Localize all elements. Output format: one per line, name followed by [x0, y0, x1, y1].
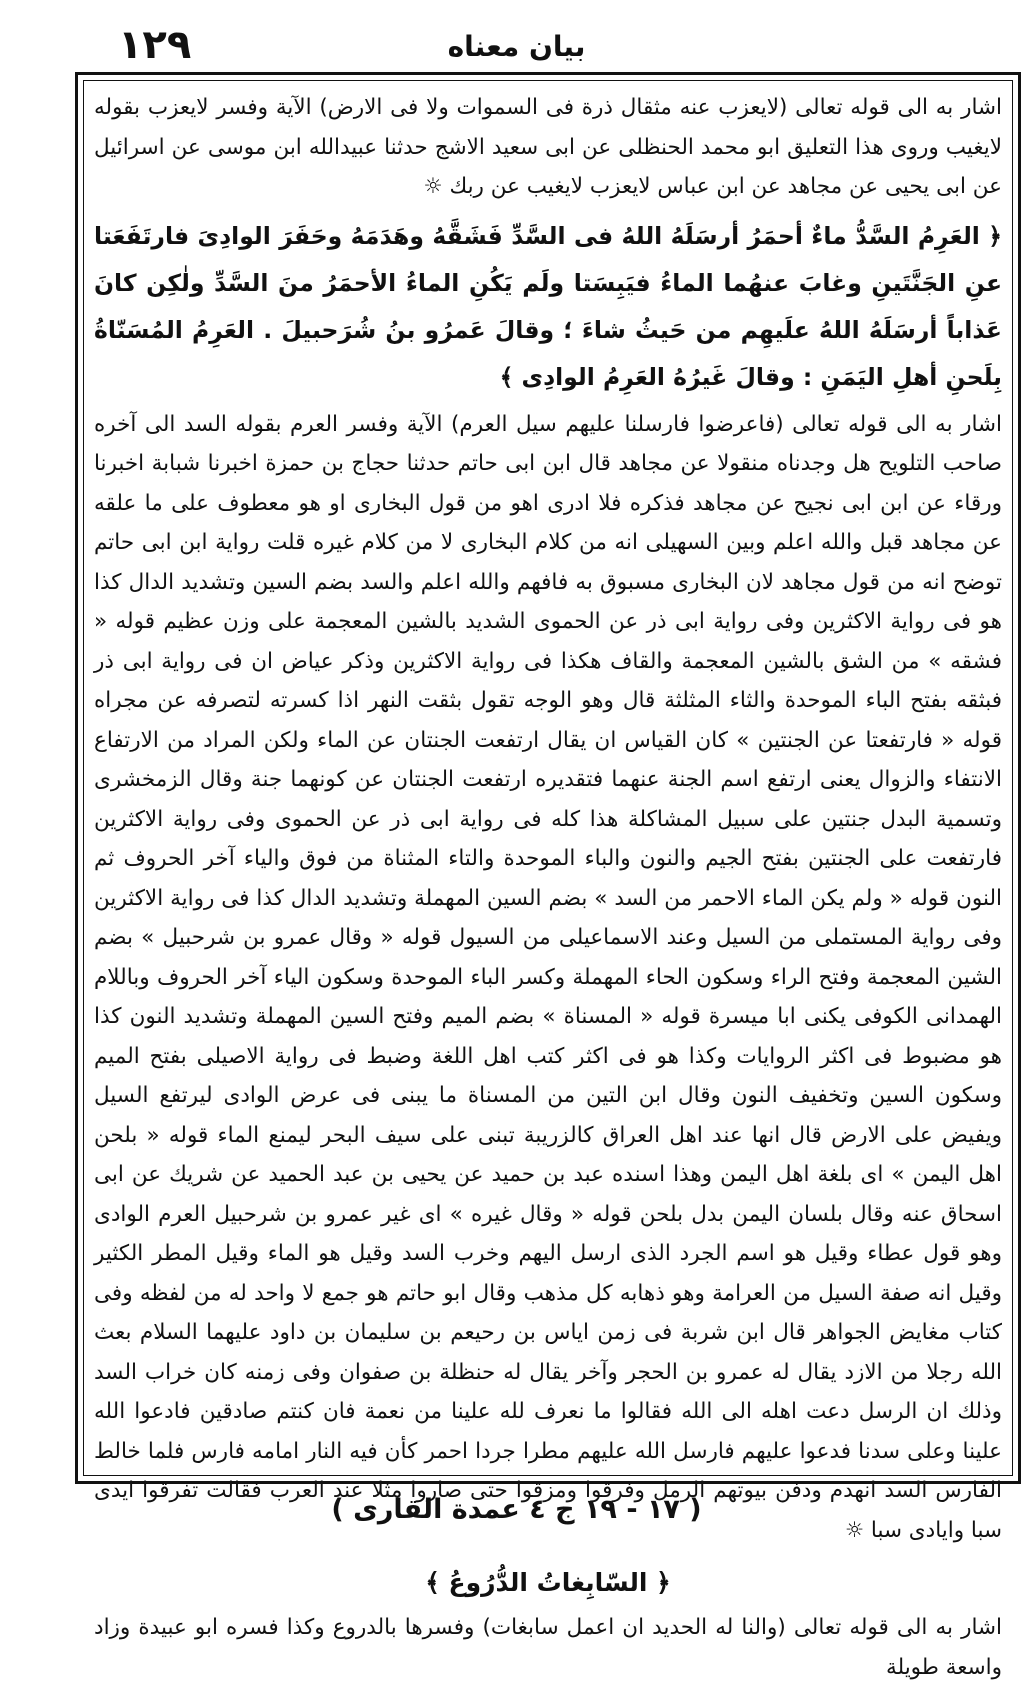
- commentary-paragraph-2: اشار به الى قوله تعالى (فاعرضوا فارسلنا علیهم سیل العرم) الآیة وفسر العرم بقوله السد الى آخره صاحب التلویح هل وجدناه منقولا عن مجاهد قال ابن ابى حاتم حدثنا حجاج بن حمزة اخبرنا شبابة اخبرنا ورقاء عن ابن ابى نجیح عن مجاهد فذكره فلا ادرى اهو من قول البخارى او هو معطوف على ما علقه عن مجاهد قبل والله اعلم وبین السهیلى انه من كلام البخارى لا من كلام غیره قلت روایة ابن ابى حاتم توضح انه من قول مجاهد لان البخارى مسبوق به فافهم والله اعلم والسد بضم السین وتشدید الدال كذا هو فى روایة الاكثرین وفى روایة ابى ذر عن الحموى الشدید بالشین المعجمة على وزن عظیم قوله « فشقه » من الشق بالشین المعجمة والقاف هكذا فى روایة الاكثرین وذكر عیاض ان فى روایة ابى ذر فبثقه بفتح الباء الموحدة والثاء المثلثة قال وهو الوجه تقول بثقت النهر اذا كسرته لتصرفه عن مجراه قوله « فارتفعتا عن الجنتین » كان القیاس ان یقال ارتفعت الجنتان عن الماء ولكن المراد من الارتفاع الانتفاء والزوال یعنى ارتفع اسم الجنة عنهما فتقدیره ارتفعت الجنتان عن كونهما جنة وقال الزمخشرى وتسمیة البدل جنتین على سبیل المشاكلة هذا كله فى روایة ابى ذر عن الحموى وفى روایة الاكثرین فارتفعت على الجنتین بفتح الجیم والنون والباء الموحدة والتاء المثناة من فوق والیاء آخر الحروف ثم النون قوله « ولم یكن الماء الاحمر من السد » بضم السین المهملة وتشدید الدال كذا فى روایة الاكثرین وفى روایة المستملى من السیل وعند الاسماعیلى من السیول قوله « وقال عمرو بن شرحبیل » بضم الشین المعجمة وفتح الراء وسكون الحاء المهملة وكسر الباء الموحدة وسكون الیاء آخر الحروف وباللام الهمدانى الكوفى یكنى ابا میسرة قوله « المسناة » بضم المیم وفتح السین المهملة وتشدید النون كذا هو مضبوط فى اكثر الروایات وكذا هو فى اكثر كتب اهل اللغة وضبط فى روایة الاصیلى بفتح المیم وسكون السین وتخفیف النون وقال ابن التین من المسناة ما یبنى فى عرض الوادى لیرتفع السیل ویفیض على الارض قال انها عند اهل العراق كالزریبة تبنى على سیف البحر لیمنع الماء قوله « بلحن اهل الیمن » اى بلغة اهل الیمن وهذا اسنده عبد بن حمید عن یحیى بن عبد الحمید عن شریك عن ابى اسحاق عنه وقال بلسان الیمن بدل بلحن قوله « وقال غیره » اى غیر عمرو بن شرحبیل العرم الوادى وهو قول عطاء وقیل هو اسم الجرد الذى ارسل الیهم وخرب السد وقیل هو الماء وقیل المطر الكثیر وقیل انه صفة السیل من العرامة وهو ذهابه كل مذهب وقال ابو حاتم هو جمع لا واحد له من لفظه وفى كتاب مغایض الجواهر قال ابن شربة فى زمن ایاس بن رحیعم بن سلیمان بن داود علیهما السلام بعث الله رجلا من الازد یقال له عمرو بن الحجر وآخر یقال له حنظلة بن صفوان وفى زمنه كان خراب السد وذلك ان الرسل دعت اهله الى الله فقالوا ما نعرف لله علینا من نعمة فان كنتم صادقین فادعوا الله علینا وعلى سدنا فدعوا علیهم فارسل الله علیهم مطرا جردا احمر كأن فیه النار امامه فارس فلما خالط الفارس السد انهدم ودفن بیوتهم الرمل وفرقوا ومزقوا حتى صاروا مثلا عند العرب فقالت تفرقوا ایدى سبا وایادى سبا ☼: [94, 411, 1002, 1543]
- footer-signature: ( ۱۷ - ۱۹ ج ٤ عمدة القارى ): [331, 1494, 702, 1525]
- commentary-paragraph-1: اشار به الى قوله تعالى (لایعزب عنه مثقال ذرة فى السموات ولا فى الارض) الآیة وفسر لایعزب بقوله لایغیب وروى هذا التعلیق ابو محمد الحنظلى عن ابى سعید الاشج حدثنا عبیدالله ابن موسى عن اسرائیل عن ابى یحیى عن مجاهد عن ابن عباس لایعزب لایغیب عن ربك ☼: [94, 95, 1002, 199]
- running-head: بیان معناه: [447, 30, 586, 63]
- page-number: ۱۲۹: [118, 22, 192, 68]
- commentary-paragraph-3: اشار به الى قوله تعالى (والنا له الحدید ان اعمل سابغات) وفسرها بالدروع وكذا فسره ابو عبیدة وزاد واسعة طویلة: [94, 1615, 1002, 1680]
- hadith-text-block: ﴿ العَرِمُ السَّدُّ ماءٌ أحمَرُ أرسَلَهُ اللهُ فى السَّدِّ فَشَقَّهُ وهَدَمَهُ وحَفَرَ الوادِىَ فارتَفَعَتا عنِ الجَنَّتَینِ وغابَ عنهُما الماءُ فیَبِسَتا ولَم یَكُنِ الماءُ الأحمَرُ منَ السَّدِّ ولٰكِن كانَ عَذاباً أرسَلَهُ اللهُ علَیهِم من حَیثُ شاءَ ؛ وقالَ عَمرُو بنُ شُرَحبیلَ . العَرِمُ المُسَنّاةُ بِلَحنِ أهلِ الیَمَنِ : وقالَ غَیرُهُ العَرِمُ الوادِى ﴾: [94, 221, 1002, 391]
- section-heading: ﴿ السّابِغاتُ الدُّرُوعُ ﴾: [425, 1568, 671, 1597]
